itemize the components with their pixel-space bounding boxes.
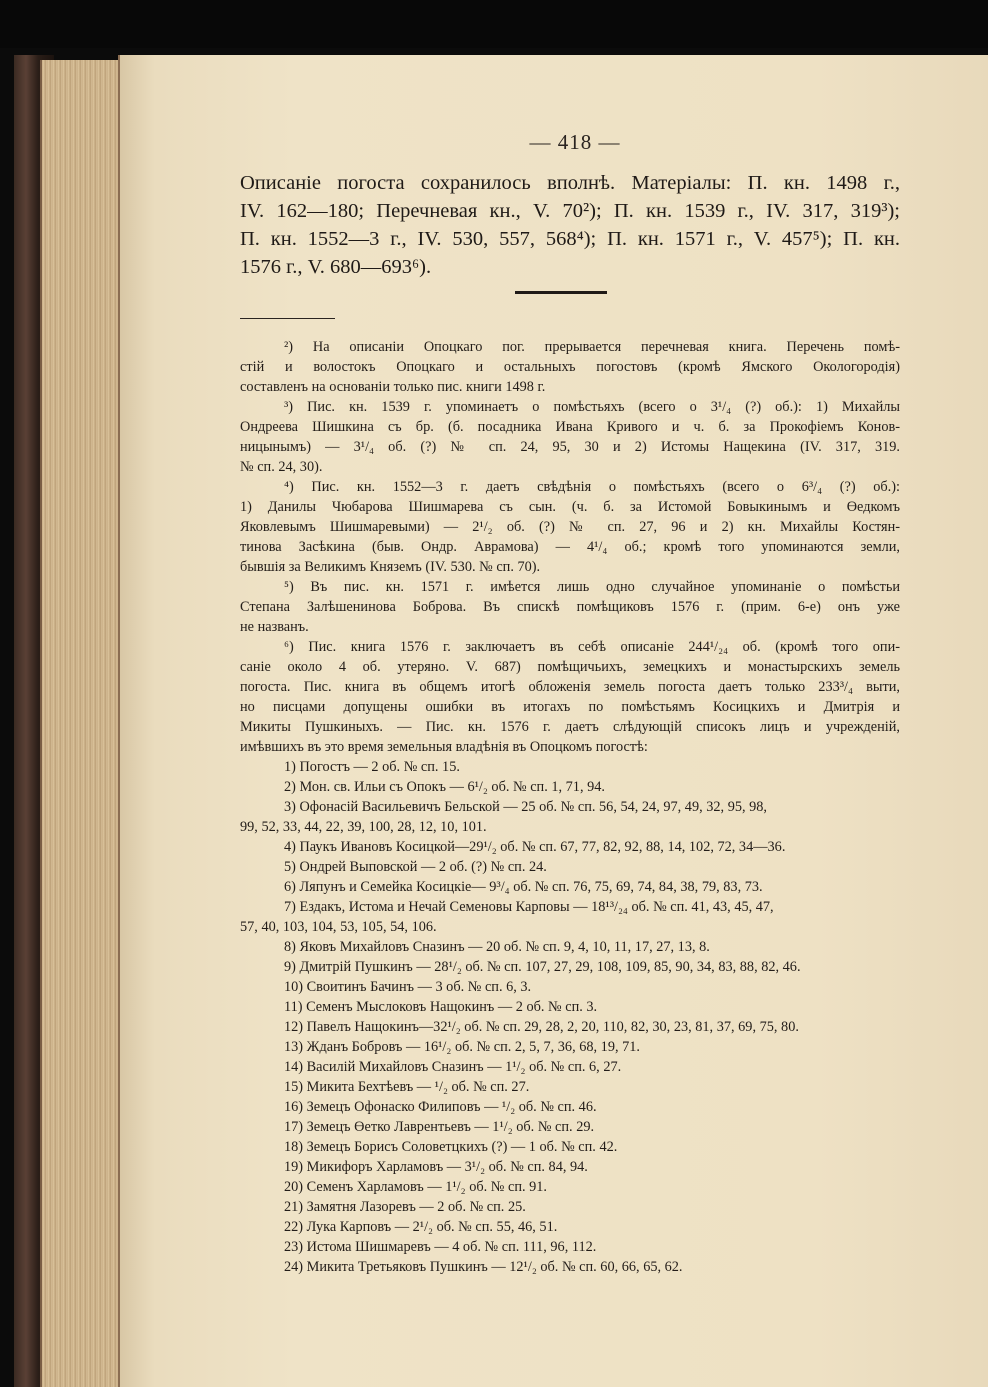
- footnote-line: № сп. 24, 30).: [240, 459, 323, 475]
- list-item: 13) Жданъ Бобровъ — 16¹/₂ об. № сп. 2, 5, 7, 36, 68, 19, 71.: [284, 1039, 640, 1055]
- footnote-line: тинова Засѣкина (быв. Ондр. Аврамова) — 4¹/₄ об.; кромѣ того упоминаются земли,: [240, 539, 900, 555]
- main-line: IV. 162—180; Перечневая кн., V. 70²); П. кн. 1539 г., IV. 317, 319³);: [240, 200, 900, 222]
- footnote-3: [240, 397, 900, 477]
- main-line: П. кн. 1552—3 г., IV. 530, 557, 568⁴); П. кн. 1571 г., V. 457⁵); П. кн.: [240, 228, 900, 250]
- main-line: Описаніе погоста сохранилось вполнѣ. Матеріалы: П. кн. 1498 г.,: [240, 172, 900, 194]
- list-item: 57, 40, 103, 104, 53, 105, 54, 106.: [240, 919, 437, 935]
- list-item: 17) Земецъ Өетко Лаврентьевъ — 1¹/₂ об. № сп. 29.: [284, 1119, 595, 1135]
- list-item: 11) Семенъ Мыслоковъ Нащокинъ — 2 об. № сп. 3.: [284, 999, 598, 1015]
- footnote-line: погоста. Пис. книга въ общемъ итогѣ обложенія земель погоста даетъ только 233³/₄ выти,: [240, 679, 900, 695]
- list-item: 2) Мон. св. Ильи съ Опокъ — 6¹/₂ об. № сп. 1, 71, 94.: [284, 779, 605, 795]
- scan-border: [0, 0, 988, 48]
- footnote-line: Степана Залѣшенинова Боброва. Въ спискѣ помѣщиковъ 1576 г. (прим. 6-е) онъ уже: [240, 599, 900, 615]
- list-item: 21) Замятня Лазоревъ — 2 об. № сп. 25.: [284, 1199, 526, 1215]
- page-content: [240, 130, 900, 1277]
- footnote-line: Микиты Пушкиныхъ. — Пис. кн. 1576 г. даетъ слѣдующій списокъ лицъ и учрежденій,: [240, 719, 900, 735]
- list-item: 10) Своитинъ Бачинъ — 3 об. № сп. 6, 3.: [284, 979, 532, 995]
- footnote-line: но писцами допущены ошибки въ итогахъ по помѣстьямъ Косицкихъ и Дмитрія и: [240, 699, 900, 715]
- section-separator: [515, 291, 607, 294]
- footnote-6: [240, 637, 900, 757]
- footnote-line: ²) На описаніи Опоцкаго пог. прерывается перечневая книга. Перечень помѣ-: [284, 339, 900, 355]
- footnote-line: стій и волостокъ Опоцкаго и остальныхъ погостовъ (кромѣ Ямского Окологородія): [240, 359, 900, 375]
- list-item: 16) Земецъ Офонаско Филиповъ — ¹/₂ об. № сп. 46.: [284, 1099, 597, 1115]
- list-item: 7) Ездакъ, Истома и Нечай Семеновы Карповы — 18¹³/₂₄ об. № сп. 41, 43, 45, 47,: [284, 899, 774, 915]
- footnote-line: имѣвшихъ въ это время земельныя владѣнія въ Опоцкомъ погостѣ:: [240, 739, 648, 755]
- list-item: 20) Семенъ Харламовъ — 1¹/₂ об. № сп. 91.: [284, 1179, 548, 1195]
- footnotes: [240, 337, 900, 1277]
- footnote-5: [240, 577, 900, 637]
- list-item: 19) Микифоръ Харламовъ — 3¹/₂ об. № сп. 84, 94.: [284, 1159, 588, 1175]
- footnote-line: ⁴) Пис. кн. 1552—3 г. даетъ свѣдѣнія о помѣстьяхъ (всего о 6³/₄ (?) об.):: [284, 479, 900, 495]
- list-item: 6) Ляпунъ и Семейка Косицкіе— 9³/₄ об. № сп. 76, 75, 69, 74, 84, 38, 79, 83, 73.: [284, 879, 763, 895]
- page-edges: [40, 60, 122, 1387]
- footnote-line: саніе около 4 об. утеряно. V. 687) помѣщичьихъ, земецкихъ и монастырскихъ земель: [240, 659, 900, 675]
- list-item: 4) Паукъ Ивановъ Косицкой—29¹/₂ об. № сп. 67, 77, 82, 92, 88, 14, 102, 72, 34—36.: [284, 839, 786, 855]
- footnote-4: [240, 477, 900, 577]
- footnote-line: ницынымъ) — 3¹/₄ об. (?) № сп. 24, 95, 30 и 2) Истомы Нащекина (IV. 317, 319.: [240, 439, 900, 455]
- list-item: 3) Офонасій Васильевичъ Бельской — 25 об. № сп. 56, 54, 24, 97, 49, 32, 95, 98,: [284, 799, 768, 815]
- footnote-line: ³) Пис. кн. 1539 г. упоминаетъ о помѣстьяхъ (всего о 3¹/₄ (?) об.): 1) Михайлы: [284, 399, 900, 415]
- list-item: 1) Погостъ — 2 об. № сп. 15.: [284, 759, 460, 775]
- footnote-2: [240, 337, 900, 397]
- list-item: 18) Земецъ Борисъ Соловетцкихъ (?) — 1 об. № сп. 42.: [284, 1139, 618, 1155]
- list-item: 15) Микита Бехтѣевъ — ¹/₂ об. № сп. 27.: [284, 1079, 530, 1095]
- footnote-line: Яковлевымъ Шишмаревыми) — 2¹/₂ об. (?) № сп. 27, 96 и 2) кн. Михайлы Костян-: [240, 519, 900, 535]
- list-item: 22) Лука Карповъ — 2¹/₂ об. № сп. 55, 46, 51.: [284, 1219, 558, 1235]
- page-number: — 418 —: [529, 130, 621, 154]
- main-paragraph: [240, 169, 900, 281]
- book-page: [118, 55, 988, 1387]
- footnote-line: ⁶) Пис. книга 1576 г. заключаетъ въ себѣ описаніе 244¹/₂₄ об. (кромѣ того опи-: [284, 639, 900, 655]
- list-item: 8) Яковъ Михайловъ Сназинъ — 20 об. № сп. 9, 4, 10, 11, 17, 27, 13, 8.: [284, 939, 710, 955]
- footnote-line: ⁵) Въ пис. кн. 1571 г. имѣется лишь одно случайное упоминаніе о помѣстьи: [284, 579, 900, 595]
- list-item: 14) Василій Михайловъ Сназинъ — 1¹/₂ об. № сп. 6, 27.: [284, 1059, 622, 1075]
- footnote-line: Ондреева Шишкина съ бр. (б. посадника Ивана Кривого и ч. б. за Прокофіемъ Конов-: [240, 419, 900, 435]
- landholders-list: [240, 757, 900, 1277]
- list-item: 99, 52, 33, 44, 22, 39, 100, 28, 12, 10, 101.: [240, 819, 487, 835]
- footnote-line: 1) Данилы Чюбарова Шишмарева съ сын. (ч. б. за Истомой Бовыкинымъ и Өедкомъ: [240, 499, 900, 515]
- main-line: 1576 г., V. 680—693⁶).: [240, 256, 432, 278]
- footnote-line: составленъ на основаніи только пис. книги 1498 г.: [240, 379, 546, 395]
- list-item: 12) Павелъ Нащокинъ—32¹/₂ об. № сп. 29, 28, 2, 20, 110, 82, 30, 23, 81, 37, 69, 75, 80.: [284, 1019, 799, 1035]
- list-item: 23) Истома Шишмаревъ — 4 об. № сп. 111, 96, 112.: [284, 1239, 597, 1255]
- footnote-line: не названъ.: [240, 619, 309, 635]
- footnote-rule: [240, 318, 335, 319]
- list-item: 5) Ондрей Выповской — 2 об. (?) № сп. 24.: [284, 859, 547, 875]
- list-item: 9) Дмитрій Пушкинъ — 28¹/₂ об. № сп. 107, 27, 29, 108, 109, 85, 90, 34, 83, 88, 82, 46.: [284, 959, 801, 975]
- list-item: 24) Микита Третьяковъ Пушкинъ — 12¹/₂ об. № сп. 60, 66, 65, 62.: [284, 1259, 683, 1275]
- footnote-line: бывшія за Великимъ Княземъ (IV. 530. № сп. 70).: [240, 559, 541, 575]
